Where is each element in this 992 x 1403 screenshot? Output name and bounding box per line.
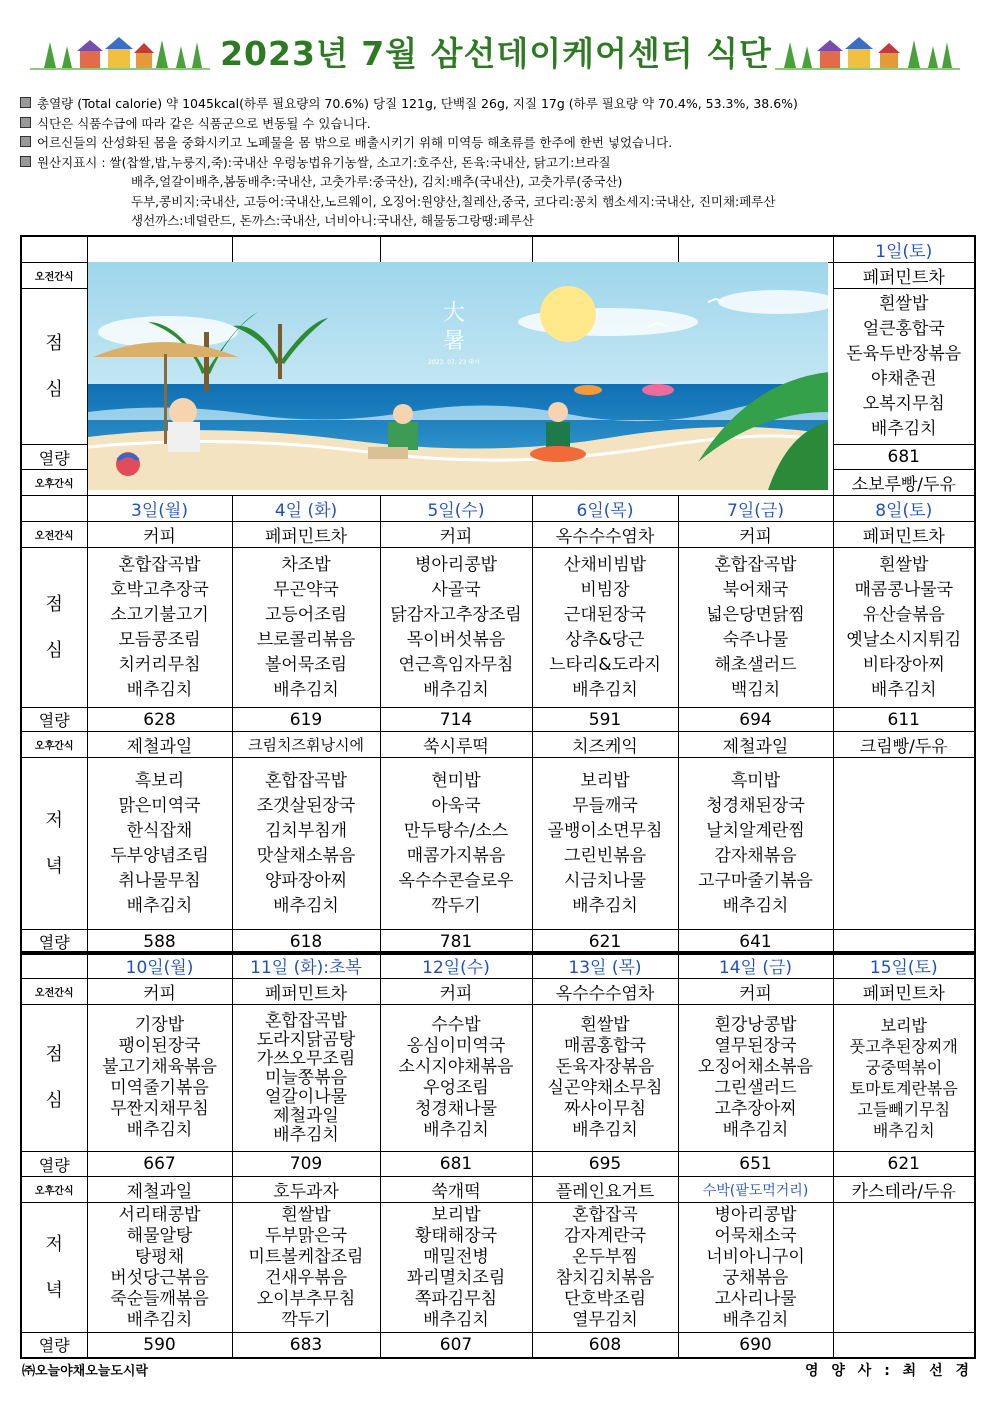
row-label: 점 심 (21, 548, 87, 708)
lunch-menu: 흰강낭콩밥 열무된장국 오징어채소볶음 그린샐러드 고추장아찌 배추김치 (678, 1005, 833, 1152)
village-decoration-icon (780, 28, 955, 70)
calorie-value: 619 (232, 708, 380, 732)
morning-snack: 페퍼민트차 (833, 979, 975, 1005)
afternoon-snack: 크림빵/두유 (833, 732, 975, 758)
day-header: 6일(목) (532, 496, 678, 522)
empty-cell (532, 236, 678, 263)
dinner-menu: 혼합잡곡밥 조갯살된장국 김치부침개 맛살채소볶음 양파장아찌 배추김치 (232, 758, 380, 930)
calorie-value: 618 (232, 930, 380, 955)
lunch-menu: 흰쌀밥 매콤홍합국 돈육자장볶음 실곤약채소무침 짜사이무침 배추김치 (532, 1005, 678, 1152)
empty-cell (21, 236, 87, 263)
bullet-square-icon (20, 136, 31, 147)
morning-snack: 커피 (380, 522, 532, 548)
morning-snack: 페퍼민트차 (232, 979, 380, 1005)
day-header: 14일 (금) (678, 952, 833, 979)
notes (20, 94, 970, 231)
empty-cell (833, 758, 975, 930)
row-label: 열량 (21, 445, 87, 470)
calorie-value: 690 (678, 1333, 833, 1358)
note-origin: 생선까스:네덜란드, 돈까스:국내산, 너비아니:국내산, 해물동그랑땡:페루산 (131, 213, 534, 228)
afternoon-snack: 쑥개떡 (380, 1177, 532, 1203)
dinner-menu: 혼합잡곡 감자계란국 온두부찜 참치김치볶음 단호박조림 열무김치 (532, 1203, 678, 1333)
empty-cell (87, 236, 232, 263)
calorie-value: 681 (833, 445, 975, 470)
day-header: 12일(수) (380, 952, 532, 979)
calorie-value: 714 (380, 708, 532, 732)
row-label: 열량 (21, 708, 87, 732)
calorie-value: 667 (87, 1152, 232, 1177)
morning-snack: 옥수수수염차 (532, 522, 678, 548)
calorie-value: 681 (380, 1152, 532, 1177)
afternoon-snack: 크림치즈휘낭시에 (232, 732, 380, 758)
bullet-square-icon (20, 156, 31, 167)
day-header: 11일 (화):초복 (232, 952, 380, 979)
row-label: 오후간식 (21, 1177, 87, 1203)
afternoon-snack: 수박(팥도먹거리) (678, 1177, 833, 1203)
day-header: 15일(토) (833, 952, 975, 979)
afternoon-snack: 플레인요거트 (532, 1177, 678, 1203)
dinner-menu: 보리밥 황태해장국 매밀전병 꽈리멸치조림 쪽파김무침 배추김치 (380, 1203, 532, 1333)
dinner-menu: 흰쌀밥 두부맑은국 미트볼케찹조림 건새우볶음 오이부추무침 깍두기 (232, 1203, 380, 1333)
day-header: 5일(수) (380, 496, 532, 522)
calorie-value: 588 (87, 930, 232, 955)
note: 총열량 (Total calorie) 약 1045kcal(하루 필요량의 70.6%) 당질 121g, 단백질 26g, 지질 17g (하루 필요량 약 70.4%, 53.3%, 38.6%) (20, 94, 970, 114)
dietitian-name: 영 양 사 : 최 선 경 (805, 1363, 973, 1379)
morning-snack: 페퍼민트차 (833, 263, 975, 289)
day-header: 7일(금) (678, 496, 833, 522)
lunch-menu: 보리밥 풋고추된장찌개 궁중떡볶이 토마토계란볶음 고들빼기무침 배추김치 (833, 1005, 975, 1152)
calorie-value: 611 (833, 708, 975, 732)
row-label: 열량 (21, 1333, 87, 1358)
company-name: ㈜오늘야채오늘도시락 (22, 1364, 149, 1379)
lunch-menu: 혼합잡곡밥 도라지닭곰탕 가쓰오무조림 미늘쫑볶음 얼갈이나물 제철과일 배추김치 (232, 1005, 380, 1152)
note-origin: 배추,얼갈이배추,봄동배추:국내산, 고춧가루:중국산), 김치:배추(국내산), 고춧가루(중국산) (131, 174, 623, 189)
morning-snack: 커피 (87, 522, 232, 548)
lunch-menu: 병아리콩밥 사골국 닭감자고추장조림 목이버섯볶음 연근흑임자무침 배추김치 (380, 548, 532, 708)
calorie-value: 651 (678, 1152, 833, 1177)
empty-cell (380, 236, 532, 263)
lunch-menu: 수수밥 옹심이미역국 소시지야채볶음 우엉조림 청경채나물 배추김치 (380, 1005, 532, 1152)
calorie-value: 683 (232, 1333, 380, 1358)
day-header: 10일(월) (87, 952, 232, 979)
empty-cell (232, 236, 380, 263)
row-label: 오전간식 (21, 522, 87, 548)
calorie-value: 621 (833, 1152, 975, 1177)
banner-title: 暑 (443, 329, 466, 354)
beach-illustration-icon (88, 262, 828, 490)
afternoon-snack: 제철과일 (678, 732, 833, 758)
empty-cell (678, 236, 833, 263)
afternoon-snack: 쑥시루떡 (380, 732, 532, 758)
dinner-menu: 보리밥 무들깨국 골뱅이소면무침 그린빈볶음 시금치나물 배추김치 (532, 758, 678, 930)
morning-snack: 페퍼민트차 (232, 522, 380, 548)
calorie-value: 781 (380, 930, 532, 955)
row-label: 열량 (21, 930, 87, 955)
morning-snack: 커피 (87, 979, 232, 1005)
empty-cell (833, 1333, 975, 1358)
note-origin: 두부,콩비지:국내산, 고등어:국내산,노르웨이, 오징어:원양산,칠레산,중국, 코다리:꽁치 햄소세지:국내산, 진미채:페루산 (131, 193, 776, 209)
header (0, 22, 992, 78)
bullet-square-icon (20, 97, 31, 108)
dinner-menu: 현미밥 아욱국 만두탕수/소스 매콤가지볶음 옥수수콘슬로우 깍두기 (380, 758, 532, 930)
calorie-value: 695 (532, 1152, 678, 1177)
lunch-menu: 혼합잡곡밥 호박고추장국 소고기불고기 모듬콩조림 치커리무침 배추김치 (87, 548, 232, 708)
day-header: 13일 (목) (532, 952, 678, 979)
afternoon-snack: 치즈케익 (532, 732, 678, 758)
calorie-value: 590 (87, 1333, 232, 1358)
lunch-menu: 흰쌀밥 매콤콩나물국 유산슬볶음 옛날소시지튀김 비타장아찌 배추김치 (833, 548, 975, 708)
row-label: 저 녁 (21, 1203, 87, 1333)
row-label: 오전간식 (21, 979, 87, 1005)
note: 식단은 식품수급에 따라 같은 식품군으로 변동될 수 있습니다. (20, 114, 970, 134)
menu-table-week-2 (20, 951, 976, 1359)
page-title: 2023년 7월 삼선데이케어센터 식단 (220, 34, 772, 73)
afternoon-snack: 제철과일 (87, 1177, 232, 1203)
calorie-value: 621 (532, 930, 678, 955)
empty-cell (21, 496, 87, 522)
row-label: 저 녁 (21, 758, 87, 930)
row-label: 점 심 (21, 289, 87, 445)
row-label: 오전간식 (21, 263, 87, 289)
row-label: 오후간식 (21, 732, 87, 758)
row-label: 점 심 (21, 1005, 87, 1152)
banner-caption: 2023. 07. 23 대서 (428, 359, 480, 366)
day-header: 4일 (화) (232, 496, 380, 522)
morning-snack: 커피 (678, 979, 833, 1005)
note: 원산지표시 : 쌀(찹쌀,밥,누룽지,죽):국내산 우렁농법유기농쌀, 소고기:호주산, 돈육:국내산, 닭고기:브라질 (20, 153, 970, 173)
day-header: 1일(토) (833, 236, 975, 263)
morning-snack: 페퍼민트차 (833, 522, 975, 548)
calorie-value: 608 (532, 1333, 678, 1358)
empty-cell (833, 1203, 975, 1333)
calorie-value: 628 (87, 708, 232, 732)
afternoon-snack: 제철과일 (87, 732, 232, 758)
calorie-value: 641 (678, 930, 833, 955)
note: 어르신들의 산성화된 몸을 중화시키고 노폐물을 몸 밖으로 배출시키기 위해 미역등 해초류를 한주에 한번 넣었습니다. (20, 133, 970, 153)
dinner-menu: 흑미밥 청경채된장국 날치알계란찜 감자채볶음 고구마줄기볶음 배추김치 (678, 758, 833, 930)
afternoon-snack: 소보루빵/두유 (833, 470, 975, 496)
calorie-value: 607 (380, 1333, 532, 1358)
empty-cell (21, 952, 87, 979)
lunch-menu: 산채비빔밥 비빔장 근대된장국 상추&당근 느타리&도라지 배추김치 (532, 548, 678, 708)
morning-snack: 커피 (678, 522, 833, 548)
summer-beach-banner (88, 262, 828, 490)
calorie-value: 709 (232, 1152, 380, 1177)
row-label: 열량 (21, 1152, 87, 1177)
afternoon-snack: 호두과자 (232, 1177, 380, 1203)
lunch-menu: 차조밥 무곤약국 고등어조림 브로콜리볶음 볼어묵조림 배추김치 (232, 548, 380, 708)
row-label: 오후간식 (21, 470, 87, 496)
day-header: 8일(토) (833, 496, 975, 522)
day-header: 3일(월) (87, 496, 232, 522)
afternoon-snack: 카스테라/두유 (833, 1177, 975, 1203)
lunch-menu: 기장밥 팽이된장국 불고기채육볶음 미역줄기볶음 무짠지채무침 배추김치 (87, 1005, 232, 1152)
dinner-menu: 서리태콩밥 해물알탕 탕평채 버섯당근볶음 죽순들깨볶음 배추김치 (87, 1203, 232, 1333)
lunch-menu: 흰쌀밥 얼큰홍합국 돈육두반장볶음 야채춘권 오복지무침 배추김치 (833, 289, 975, 445)
morning-snack: 커피 (380, 979, 532, 1005)
calorie-value: 694 (678, 708, 833, 732)
dinner-menu: 흑보리 맑은미역국 한식잡채 두부양념조림 취나물무침 배추김치 (87, 758, 232, 930)
lunch-menu: 혼합잡곡밥 북어채국 넓은당면닭찜 숙주나물 해초샐러드 백김치 (678, 548, 833, 708)
bullet-square-icon (20, 117, 31, 128)
dinner-menu: 병아리콩밥 어묵채소국 너비아니구이 궁채볶음 고사리나물 배추김치 (678, 1203, 833, 1333)
calorie-value: 591 (532, 708, 678, 732)
banner-title: 大 (443, 301, 466, 326)
morning-snack: 옥수수수염차 (532, 979, 678, 1005)
